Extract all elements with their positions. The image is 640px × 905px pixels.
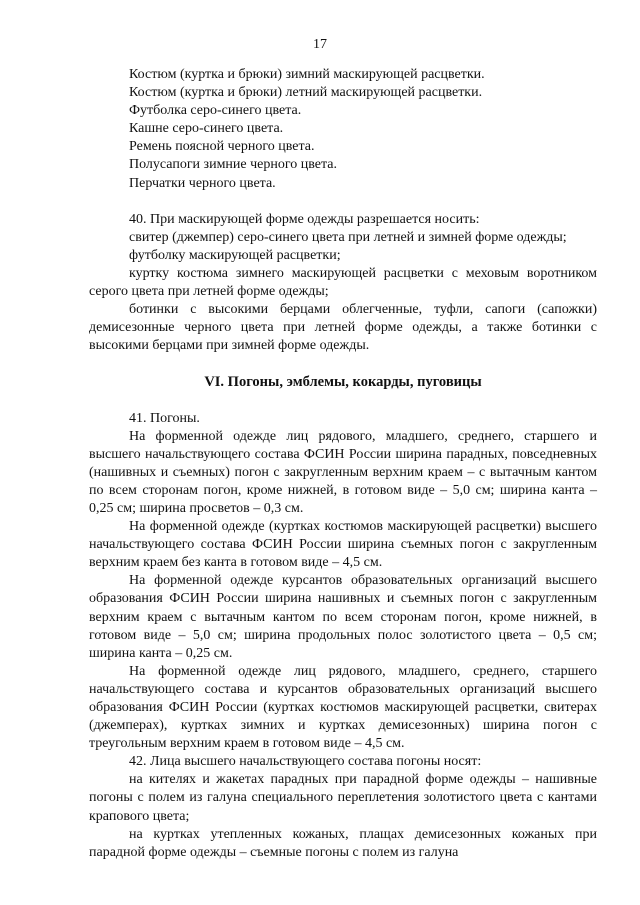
paragraph: куртку костюма зимнего маскирующей расцветки с меховым воротником серого цвета при летней форме одежды; — [89, 265, 597, 300]
paragraph: футболку маскирующей расцветки; — [129, 247, 341, 263]
section-42 — [89, 753, 597, 862]
paragraph: на куртках утепленных кожаных, плащах демисезонных кожаных при парадной форме одежды – съемные погоны с полем из галуна — [89, 826, 597, 860]
section-40 — [89, 211, 597, 356]
paragraph: На форменной одежде лиц рядового, младшего, среднего, старшего и высшего начальствующего состава ФСИН России ширина парадных, повседневных (нашивных и съемных) погон с закругленным верхним краем – с вытачным кантом по всем сторонам погон, кроме нижней, в готовом виде – 5,0 см; ширина канта – 0,25 см; ширина просветов – 0,3 см. — [89, 428, 597, 516]
list-item: Костюм (куртка и брюки) зимний маскирующей расцветки. — [129, 67, 485, 82]
list-item: Перчатки черного цвета. — [129, 175, 276, 191]
paragraph: 40. При маскирующей форме одежды разрешается носить: — [129, 211, 480, 227]
paragraph: На форменной одежде курсантов образовательных организаций высшего образования ФСИН России ширина нашивных и съемных погон с закругленным верхним краем с вытачным кантом по всем сторонам погон, кроме нижней, в готовом виде – 5,0 см; ширина продольных полос золотистого цвета – 0,5 см; ширина канта – 0,25 см. — [89, 573, 597, 661]
paragraph: На форменной одежде (куртках костюмов маскирующей расцветки) высшего начальствующего состава ФСИН России ширина съемных погон с закругленным верхним краем без канта в готовом виде – 4,5 см. — [89, 519, 597, 571]
page-content — [89, 66, 597, 862]
paragraph: 42. Лица высшего начальствующего состава погоны носят: — [129, 754, 482, 770]
paragraph: на кителях и жакетах парадных при парадной форме одежды – нашивные погоны с полем из галуна специального переплетения золотистого цвета с кантами крапового цвета; — [89, 772, 597, 824]
list-item: Кашне серо-синего цвета. — [129, 121, 284, 137]
paragraph: На форменной одежде лиц рядового, младшего, среднего, старшего начальствующего состава и курсантов образовательных организаций высшего образования ФСИН России (куртках костюмов маскирующей расцветки, свитерах (джемперах), куртках зимних и куртках демисезонных) ширина погон с треугольным верхним краем в готовом виде – 4,5 см. — [89, 663, 597, 752]
paragraph: ботинки с высокими берцами облегченные, туфли, сапоги (сапожки) демисезонные черного цвета при летней форме одежды, а также ботинки с высокими берцами при зимней форме одежды. — [89, 302, 597, 354]
section-41 — [89, 410, 597, 754]
uniform-items-list — [89, 66, 597, 193]
list-item: Футболка серо-синего цвета. — [129, 103, 302, 119]
page-number: 17 — [313, 37, 327, 52]
list-item: Костюм (куртка и брюки) летний маскирующей расцветки. — [129, 85, 483, 101]
spacer — [89, 193, 597, 211]
list-item: Полусапоги зимние черного цвета. — [129, 157, 338, 173]
section-heading: VI. Погоны, эмблемы, кокарды, пуговицы — [204, 374, 482, 391]
paragraph: свитер (джемпер) серо-синего цвета при летней и зимней форме одежды; — [129, 229, 567, 245]
paragraph: 41. Погоны. — [129, 410, 200, 426]
list-item: Ремень поясной черного цвета. — [129, 139, 315, 155]
